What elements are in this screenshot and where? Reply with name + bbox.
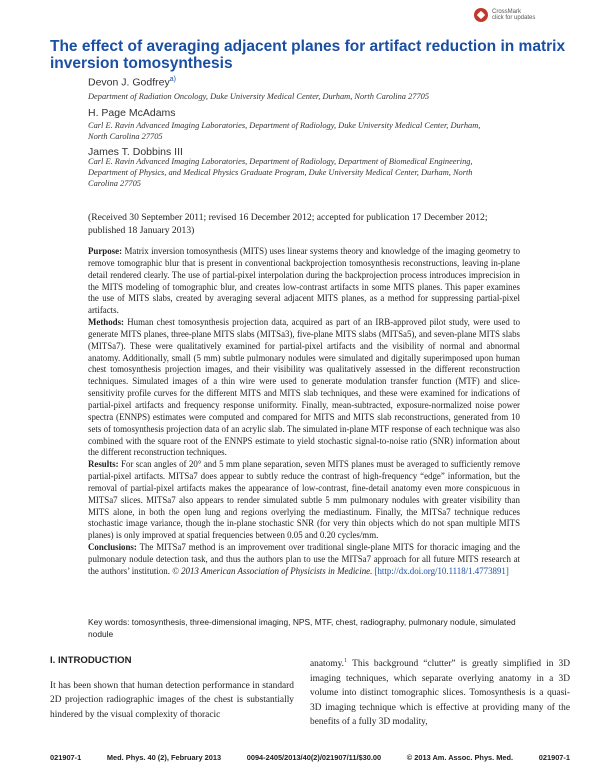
- crossmark-line2: click for updates: [492, 15, 536, 21]
- article-title: The effect of averaging adjacent planes for artifact reduction in matrix inversion tomosynthesis: [50, 38, 566, 72]
- author-name: H. Page McAdams: [88, 107, 176, 119]
- received-dates: (Received 30 September 2011; revised 16 December 2012; accepted for publication 17 December 2012; published 18 January 2013): [88, 212, 488, 236]
- keywords: Key words: tomosynthesis, three-dimensional imaging, NPS, MTF, chest, radiography, pulmonary nodule, simulated nodule: [88, 617, 516, 639]
- author-name: [88, 76, 176, 89]
- footer-page-right: 021907-1: [538, 753, 570, 762]
- purpose-label: Purpose:: [88, 246, 123, 256]
- intro-column-right: [310, 654, 570, 730]
- results-label: Results:: [88, 459, 119, 470]
- intro-column-left: [50, 654, 294, 722]
- crossmark-line1: CrossMark: [492, 9, 522, 15]
- author-name: James T. Dobbins III: [88, 146, 183, 158]
- conclusions-text: The MITSa7 method is an improvement over traditional single-plane MITS for thoracic imaging and the pulmonary nodule detection task, and thus the authors plan to use the MITSa7 approach for all future MITS research at the authors’ institution.: [88, 542, 520, 576]
- author-name-text: Devon J. Godfrey: [88, 76, 170, 89]
- author-footnote-link[interactable]: a): [169, 76, 176, 83]
- crossmark-text: [492, 9, 535, 21]
- footer-issn: 0094-2405/2013/40(2)/021907/11/$30.00: [246, 753, 382, 762]
- footer-copyright: © 2013 Am. Assoc. Phys. Med.: [406, 753, 514, 762]
- intro-paragraph: It has been shown that human detection performance in standard 2D projection radiographic images of the chest is substantially hindered by the visual complexity of thoracic: [50, 680, 294, 720]
- author-affiliation: Carl E. Ravin Advanced Imaging Laboratories, Department of Radiology, Department of Biomedical Engineering, Department of Physics, and Medical Physics Graduate Program, Duke University Medical Center, Durham, North Carolina 27705: [88, 157, 473, 188]
- intro-text-rest: This background “clutter” is greatly simplified in 3D imaging techniques, which separate overlying anatomy in a 3D volume into distinct tomographic slices. Tomosynthesis is a quasi-3D imaging technique which is effective at providing many of the benefits of a fully 3D modality,: [310, 659, 570, 728]
- doi-link[interactable]: [http://dx.doi.org/10.1118/1.4773891]: [374, 565, 509, 576]
- purpose-text: Matrix inversion tomosynthesis (MITS) uses linear systems theory and knowledge of the imaging geometry to remove tomographic blur that is present in conventional backprojection tomosynthesis reconstructions, leaving in-plane detail rendered clearly. The use of partial-pixel interpolation during the backprojection process introduces imprecision in the MITS modeling of tomographic blur, and creates low-contrast artifacts in some MITS planes. This paper examines the use of MITS slabs, created by averaging several adjacent MITS planes, as a method for suppressing partial-pixel artifacts.: [88, 246, 521, 316]
- crossmark-icon: [474, 8, 488, 22]
- footer-page-left: 021907-1: [50, 753, 82, 762]
- methods-label: Methods:: [88, 317, 124, 328]
- abstract: [88, 246, 520, 578]
- author-affiliation: Department of Radiation Oncology, Duke University Medical Center, Durham, North Carolina 27705: [88, 92, 430, 101]
- crossmark-badge[interactable]: [474, 6, 574, 24]
- results-text: For scan angles of 20° and 5 mm plane separation, seven MITS planes must be averaged to sufficiently remove partial-pixel artifacts. MITSa7 does appear to subtly reduce the contrast of high-frequency “edge” information, but the removal of partial-pixel artifacts makes the appearance of low-contrast, fine-detail anatomy even more conspicuous in MITSa7 slices. MITSa7 also appears to render simulated subtle 5 mm pulmonary nodules with greater visibility than MITS alone, in both the open lung and regions overlying the mediastinum. Finally, the MITSa7 technique reduces stochastic image variance, though the in-plane stochastic SNR (for very thin objects which do not span multiple MITS planes) is only improved at spatial frequencies between 0.05 and 0.20 cycles/mm.: [88, 459, 521, 541]
- conclusions-label: Conclusions:: [88, 542, 137, 553]
- reference-link[interactable]: 1: [344, 657, 348, 664]
- page-footer: [50, 753, 570, 762]
- author-affiliation: Carl E. Ravin Advanced Imaging Laboratories, Department of Radiology, Duke University Medical Center, Durham, North Carolina 27705: [88, 121, 481, 141]
- copyright-notice: © 2013 American Association of Physicists in Medicine.: [172, 565, 373, 576]
- section-heading: I. INTRODUCTION: [50, 655, 132, 666]
- methods-text: Human chest tomosynthesis projection data, acquired as part of an IRB-approved pilot study, were used to generate MITS planes, three-plane MITS slabs (MITSa3), five-plane MITS slabs (MITSa5), and seven-plane MITS slabs (MITSa7). These were qualitatively examined for partial-pixel artifacts and the visibility of normal and abnormal anatomy. Additionally, small (5 mm) subtle pulmonary nodules were simulated and digitally superimposed upon human chest tomosynthesis projection images, and their visibility was qualitatively assessed in the different reconstruction techniques. Simulated images of a thin wire were used to generate modulation transfer function (MTF) and slice-sensitivity profile curves for the different MITS and MITS slab techniques, and these were examined for indications of partial-pixel artifacts and frequency response uniformity. Finally, mean-subtracted, exposure-normalized noise power spectra (ENNPS) estimates were computed and compared for MITS and MITS slab reconstructions, generated from 10 sets of tomosynthesis projection data of an acrylic slab. The simulated in-plane MTF response of each technique was also combined with the square root of the ENNPS estimate to yield stochastic signal-to-noise ratio (SNR) information about the different reconstruction techniques.: [88, 317, 521, 458]
- intro-text-start: anatomy.: [310, 659, 345, 670]
- footer-journal: Med. Phys. 40 (2), February 2013: [106, 753, 222, 762]
